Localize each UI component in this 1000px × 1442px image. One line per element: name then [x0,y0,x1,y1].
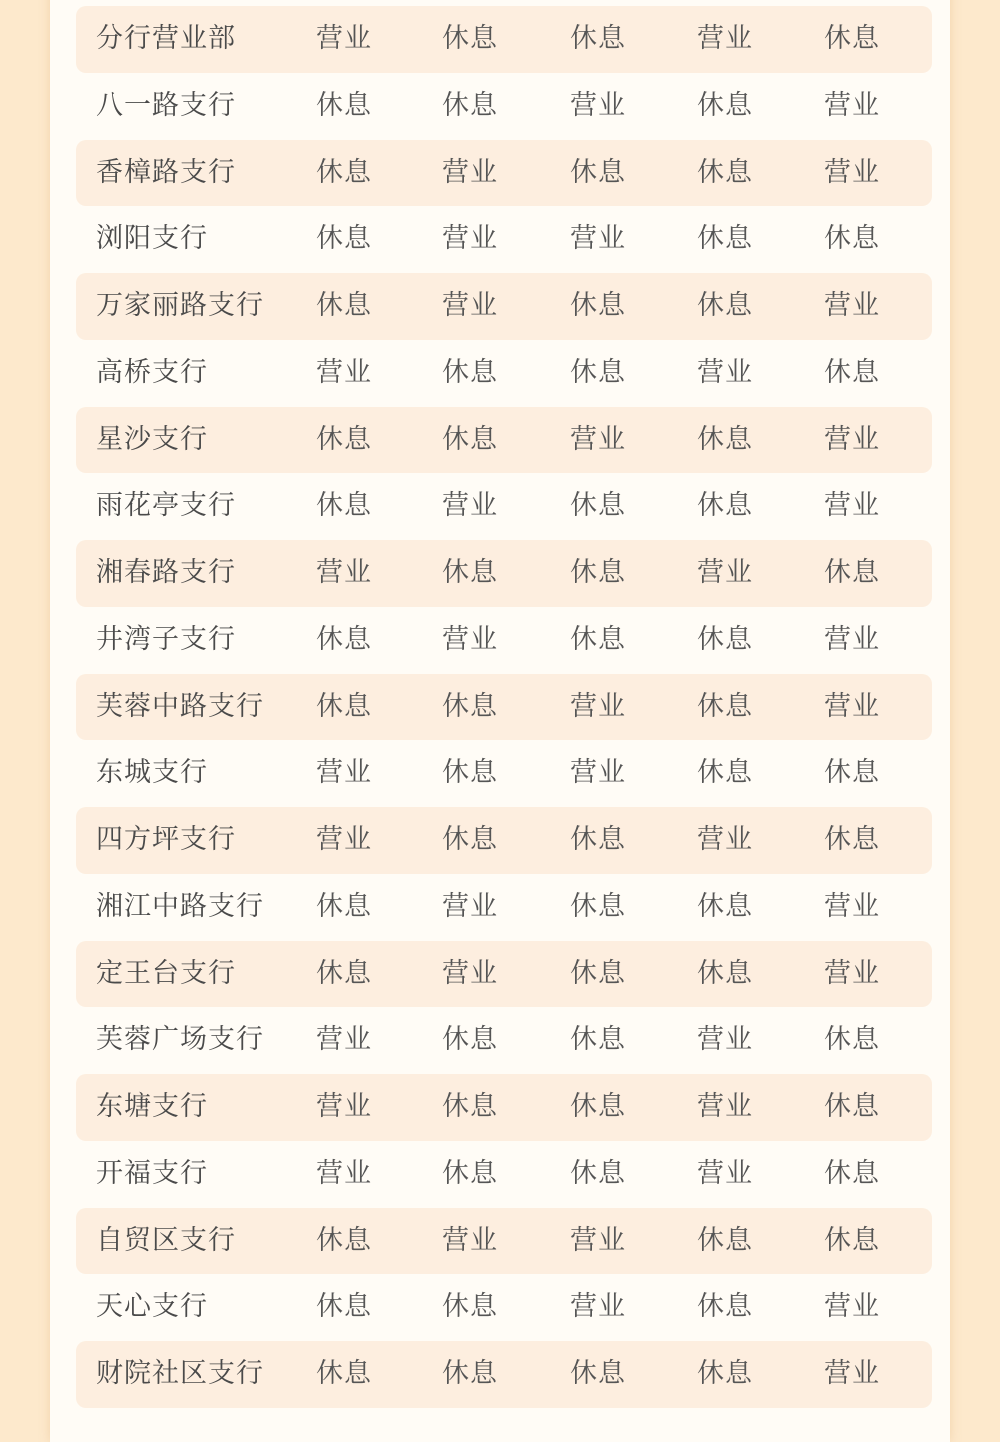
day-status-cell: 休息 [570,1091,626,1122]
branch-name: 香樟路支行 [96,156,236,188]
day-status-cell: 营业 [442,223,498,255]
day-status-cell: 休息 [316,156,372,188]
branch-name: 湘江中路支行 [96,890,264,922]
table-row [76,607,932,674]
day-status-cell: 休息 [442,356,498,388]
day-status-cell: 休息 [316,1291,372,1323]
day-status-cell: 休息 [824,557,880,588]
day-status-cell: 营业 [697,1024,753,1056]
day-status-cell: 休息 [442,1358,498,1389]
branch-name: 芙蓉中路支行 [96,690,264,722]
day-status-cell: 休息 [824,1224,880,1256]
branch-name: 四方坪支行 [96,824,236,855]
day-status-cell: 休息 [442,690,498,722]
day-status-cell: 休息 [824,1024,880,1056]
day-status-cell: 休息 [824,1157,880,1189]
day-status-cell: 休息 [570,290,626,321]
table-row [76,407,932,474]
table-row [76,6,932,73]
day-status-cell: 营业 [316,23,372,54]
day-status-cell: 休息 [824,757,880,789]
branch-name: 财院社区支行 [96,1358,264,1389]
branch-name: 东塘支行 [96,1091,208,1122]
day-status-cell: 营业 [697,1091,753,1122]
day-status-cell: 休息 [316,623,372,655]
day-status-cell: 营业 [442,890,498,922]
day-status-cell: 营业 [316,1024,372,1056]
branch-name: 定王台支行 [96,957,236,989]
day-status-cell: 营业 [824,156,880,188]
day-status-cell: 休息 [570,356,626,388]
day-status-cell: 营业 [316,1091,372,1122]
day-status-cell: 营业 [316,757,372,789]
branch-name: 井湾子支行 [96,623,236,655]
day-status-cell: 休息 [824,23,880,54]
day-status-cell: 休息 [697,1358,753,1389]
day-status-cell: 休息 [316,1224,372,1256]
table-row [76,1208,932,1275]
day-status-cell: 休息 [824,824,880,855]
branch-name: 高桥支行 [96,356,208,388]
day-status-cell: 休息 [824,223,880,255]
table-row [76,1074,932,1141]
day-status-cell: 休息 [316,690,372,722]
day-status-cell: 营业 [697,1157,753,1189]
day-status-cell: 休息 [697,490,753,522]
day-status-cell: 休息 [697,1224,753,1256]
day-status-cell: 营业 [697,356,753,388]
branch-name: 星沙支行 [96,423,208,455]
day-status-cell: 休息 [442,1024,498,1056]
day-status-cell: 营业 [824,690,880,722]
branch-name: 八一路支行 [96,89,236,121]
day-status-cell: 营业 [824,957,880,989]
day-status-cell: 休息 [442,824,498,855]
table-row [76,140,932,207]
day-status-cell: 休息 [570,1024,626,1056]
day-status-cell: 休息 [697,89,753,121]
day-status-cell: 休息 [697,690,753,722]
day-status-cell: 休息 [570,23,626,54]
day-status-cell: 营业 [824,1291,880,1323]
day-status-cell: 休息 [697,1291,753,1323]
table-row [76,1007,932,1074]
table-row [76,941,932,1008]
table-row [76,206,932,273]
table-row [76,340,932,407]
day-status-cell: 营业 [316,356,372,388]
day-status-cell: 营业 [442,290,498,321]
day-status-cell: 休息 [570,490,626,522]
day-status-cell: 休息 [442,89,498,121]
day-status-cell: 休息 [442,1291,498,1323]
day-status-cell: 休息 [697,423,753,455]
branch-name: 芙蓉广场支行 [96,1024,264,1056]
day-status-cell: 休息 [697,290,753,321]
day-status-cell: 休息 [570,824,626,855]
day-status-cell: 营业 [824,290,880,321]
day-status-cell: 营业 [697,23,753,54]
table-row [76,473,932,540]
day-status-cell: 休息 [697,757,753,789]
day-status-cell: 休息 [570,557,626,588]
branch-name: 自贸区支行 [96,1224,236,1256]
day-status-cell: 休息 [442,757,498,789]
table-row [76,273,932,340]
day-status-cell: 休息 [570,623,626,655]
branch-name: 开福支行 [96,1157,208,1189]
day-status-cell: 营业 [316,1157,372,1189]
day-status-cell: 休息 [442,1091,498,1122]
day-status-cell: 营业 [570,423,626,455]
day-status-cell: 营业 [697,824,753,855]
day-status-cell: 营业 [570,223,626,255]
day-status-cell: 休息 [316,890,372,922]
table-row [76,540,932,607]
day-status-cell: 营业 [697,557,753,588]
day-status-cell: 休息 [824,356,880,388]
day-status-cell: 休息 [697,890,753,922]
day-status-cell: 休息 [697,623,753,655]
branch-name: 雨花亭支行 [96,490,236,522]
day-status-cell: 营业 [570,1224,626,1256]
day-status-cell: 营业 [570,89,626,121]
day-status-cell: 营业 [824,423,880,455]
day-status-cell: 休息 [570,890,626,922]
day-status-cell: 休息 [316,1358,372,1389]
day-status-cell: 营业 [824,1358,880,1389]
day-status-cell: 休息 [442,23,498,54]
day-status-cell: 营业 [570,690,626,722]
day-status-cell: 营业 [824,623,880,655]
day-status-cell: 营业 [824,890,880,922]
day-status-cell: 营业 [442,1224,498,1256]
day-status-cell: 休息 [316,957,372,989]
day-status-cell: 休息 [570,1157,626,1189]
table-row [76,807,932,874]
day-status-cell: 休息 [697,957,753,989]
branch-name: 天心支行 [96,1291,208,1323]
day-status-cell: 营业 [570,757,626,789]
day-status-cell: 营业 [570,1291,626,1323]
day-status-cell: 休息 [316,490,372,522]
day-status-cell: 休息 [824,1091,880,1122]
table-row [76,1341,932,1408]
day-status-cell: 休息 [570,957,626,989]
day-status-cell: 休息 [316,89,372,121]
branch-name: 万家丽路支行 [96,290,264,321]
branch-name: 东城支行 [96,757,208,789]
day-status-cell: 营业 [442,623,498,655]
branch-schedule-table [76,6,932,1408]
day-status-cell: 休息 [697,156,753,188]
day-status-cell: 休息 [316,290,372,321]
day-status-cell: 营业 [824,89,880,121]
branch-name: 分行营业部 [96,23,236,54]
table-row [76,874,932,941]
day-status-cell: 休息 [316,423,372,455]
day-status-cell: 休息 [442,1157,498,1189]
branch-name: 浏阳支行 [96,223,208,255]
day-status-cell: 休息 [442,423,498,455]
day-status-cell: 营业 [316,824,372,855]
day-status-cell: 营业 [316,557,372,588]
branch-name: 湘春路支行 [96,557,236,588]
day-status-cell: 营业 [442,156,498,188]
day-status-cell: 休息 [570,1358,626,1389]
table-row [76,1274,932,1341]
day-status-cell: 营业 [442,957,498,989]
day-status-cell: 休息 [316,223,372,255]
day-status-cell: 休息 [697,223,753,255]
day-status-cell: 营业 [824,490,880,522]
table-row [76,1141,932,1208]
day-status-cell: 休息 [442,557,498,588]
table-row [76,73,932,140]
day-status-cell: 休息 [570,156,626,188]
table-row [76,674,932,741]
day-status-cell: 营业 [442,490,498,522]
table-row [76,740,932,807]
